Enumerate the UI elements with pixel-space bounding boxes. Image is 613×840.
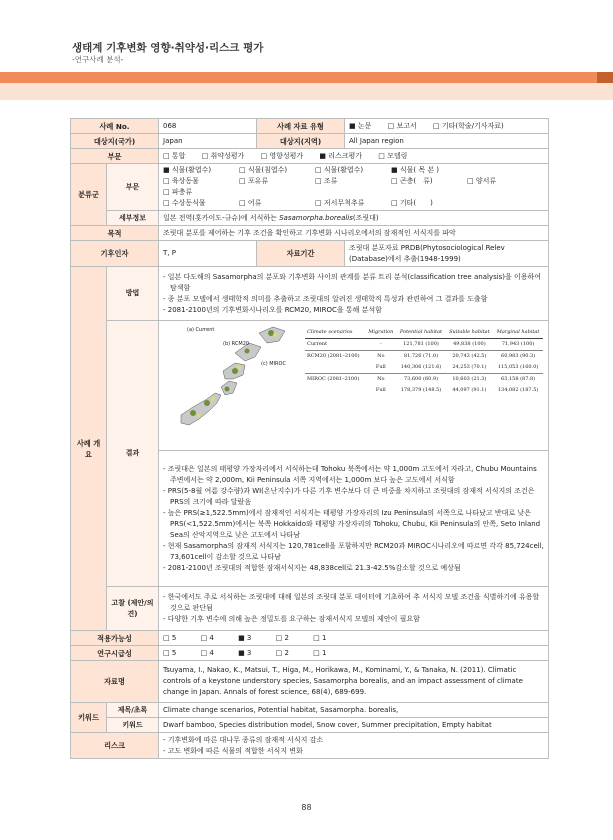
risk-item: - 기후변화에 따른 대나무 종류의 잠재적 서식지 감소 [163,735,324,744]
result-item: - 현재 Sasamorpha의 잠재적 서식지는 120,781cell을 포함하지만 RCM20과 MIROC시나리오에 따르면 각각 85,724cell, 73,601cell이 감소할 것으로 나타남 [163,541,544,561]
cls-option: □ 어류 [239,199,262,207]
habitat-cell: 81,726 (71.0) [396,350,445,362]
page-header [0,0,613,100]
urgency-option: □ 1 [313,648,327,657]
cls-option: □ 저서무척추류 [315,199,365,207]
result-item: - 높은 PRS(≥1,522.5mm)에서 잠재적인 서식지는 태평양 가장자리의 Izu Peninsula의 서쪽으로 나타났고 반대로 낮은 PRS(<1,522.5mm)에서는 북쪽 Hokkaido와 태평양 가장자리의 Tohoku, Chubu, Kii Peninsula의 안쪽, Seto Inland Sea의 산악지역으로 낮은 고도에서 나타남 [163,508,541,539]
header-band [0,83,613,100]
cls-option: □ 양서류 [467,177,497,185]
classification-options [159,164,549,211]
applicability-option: □ 5 [163,633,177,642]
risk-value [159,733,549,759]
country-label: 대상지(국가) [71,134,159,149]
habitat-table-header: Climate scenarios [305,327,365,339]
cls-option: ■ 식물( 목 본 ) [391,166,440,174]
cls-option: □ 육상동물 [163,177,199,185]
cls-option: □ 파충류 [163,188,193,196]
page-number: 88 [301,803,312,812]
habitat-table-header: Migration [365,327,396,339]
habitat-table-header: Suitable habitat [446,327,494,339]
result-figure [159,321,549,451]
part-option: □ 통합 [163,151,186,160]
urgency-option: □ 4 [200,648,214,657]
implication-item: - 다양한 기후 변수에 의해 높은 정밀도를 요구하는 잠재서식지 모델의 제안이 필요함 [163,615,420,623]
applicability-option: □ 4 [200,633,214,642]
result-item: - 조릿대은 일본의 태평양 가장자리에서 서식하는데 Tohoku 북쪽에서는 약 1,000m 고도에서 자라고, Chubu Mountains 주변에서는 약 2,000m, Kii Peninsula 서쪽 지역에서는 1,000m 보다 높은 고도에서 서식함 [163,464,537,484]
applicability-option: ■ 3 [238,633,252,642]
habitat-cell: 20,743 (42.5) [446,350,494,362]
cls-option: □ 식물(침엽수) [239,166,288,174]
implication-label: 고찰 (제안/의견) [107,587,159,631]
period-value: 조릿대 분포자료 PRDB(Phytosociological Relev (Database)에서 추출(1948-1999) [345,241,549,267]
part-option: □ 취약성평가 [201,151,245,160]
habitat-cell: 10,603 (21.3) [446,373,494,385]
purpose-value: 조릿대 분포를 제어하는 기후 조건을 확인하고 기후변화 시나리오에서의 잠재적인 서식지를 파악 [159,226,549,241]
habitat-cell: No [365,373,396,385]
header-title: 생태계 기후변화 영향·취약성·리스크 평가 [72,42,264,54]
case-no-value: 068 [159,119,257,134]
cls-option: ■ 식물(활엽수) [163,166,212,174]
region-value: All Japan region [345,134,549,149]
method-label: 방법 [107,267,159,321]
habitat-cell: No [365,350,396,362]
method-item: - 종 분포 모델에서 생태학적 의미를 추출하고 조릿대의 알려진 생태학적 특성과 관련하여 그 결과를 도출함 [163,294,488,303]
climate-factor-value: T, P [159,241,257,267]
result-item: - 2081-2100년 조릿대의 적합한 잠재서식지는 48,838cell로 21.3-42.5%감소할 것으로 예상됨 [163,563,461,572]
urgency-option: ■ 3 [238,648,252,657]
cls-option: □ 기타( ) [391,199,433,207]
detail-species: Sasamorpha.borealis [279,213,353,222]
method-value [159,267,549,321]
detail-value [159,211,549,226]
habitat-cell: Full [375,386,386,393]
map-label-rcm20: (b) RCM20 [223,340,250,347]
habitat-table-header: Marginal habitat [493,327,543,339]
applicability-label: 적용가능성 [71,631,159,646]
cls-option: □ 수상동식물 [163,199,206,207]
kw-keyword-value: Dwarf bamboo, Species distribution model, Snow cover, Summer precipitation, Empty habitat [159,718,549,733]
keyword-label: 키워드 [71,703,107,733]
detail-label: 세부정보 [107,211,159,226]
urgency-options [159,646,549,661]
habitat-cell: Current [307,340,328,347]
part-option: □ 영향성평가 [260,151,304,160]
region-label: 대상지(지역) [257,134,345,149]
habitat-cell: 140,306 (121.6) [400,363,442,370]
result-value [159,451,549,587]
habitat-cell: 49,838 (100) [453,340,486,347]
kw-title-label: 제목/초록 [107,703,159,718]
map-label-miroc: (c) MIROC [261,360,286,367]
implication-value [159,587,549,631]
result-label: 결과 [107,321,159,587]
habitat-cell: 178,379 (148.5) [400,386,442,393]
habitat-cell: 71,943 (100) [501,340,535,347]
implication-item: - 한국에서도 주로 서식하는 조릿대에 대해 일본의 조릿대 분포 데이터에 기초하여 추 서식지 모델 조건을 식별하기에 유용할 것으로 판단됨 [163,593,540,612]
habitat-cell: 115,053 (160.0) [497,363,539,370]
source-type-option: ■ 논문 [349,121,372,130]
part-option: ■ 리스크평가 [319,151,363,160]
part-options [159,149,549,164]
source-type-option: □ 기타(학술/기사자료) [432,121,504,130]
source-type-label: 사례 자료 유형 [257,119,345,134]
period-label: 자료기간 [257,241,345,267]
method-item: - 일본 다도해의 Sasamorpha의 분포와 기후변화 사이의 관계를 분류 트리 분석(classification tree analysis)을 이용하여 탐색함 [163,272,542,292]
method-item: - 2081-2100년의 기후변화시나리오를 RCM20, MIROC을 통해 분석함 [163,305,382,314]
reference-value: Tsuyama, I., Nakao, K., Matsui, T., Higa, M., Horikawa, M., Kominami, Y., & Tanaka, N. (2011). Climatic controls of a keystone understory species, Sasamorpha borealis, and an impact assessment of climate change in Japan. Annals of forest science, 68(4), 689-699. [159,661,549,703]
part-label: 부문 [71,149,159,164]
kw-title-value: Climate change scenarios, Potential habitat, Sasamorpha. borealis, [159,703,549,718]
habitat-cell [305,385,365,396]
climate-factor-label: 기후인자 [71,241,159,267]
habitat-cell: RCM20 (2081–2100) [305,350,365,362]
urgency-option: □ 5 [163,648,177,657]
detail-suffix: (조릿대) [352,213,379,222]
habitat-table-header: Potential habitat [396,327,445,339]
habitat-cell: 121,781 (100) [403,340,439,347]
country-value: Japan [159,134,257,149]
habitat-cell: 44,097 (91.1) [452,386,487,393]
cls-option: □ 조류 [315,177,338,185]
habitat-cell: 73,600 (60.9) [396,373,445,385]
classification-label: 분류군 [71,164,107,226]
japan-habitat-map [163,323,298,449]
map-label-current: (a) Current [187,326,215,333]
habitat-cell: Full [375,363,386,370]
habitat-table [305,327,543,396]
reference-label: 자료명 [71,661,159,703]
purpose-label: 목적 [71,226,159,241]
applicability-options [159,631,549,646]
applicability-option: □ 1 [313,633,327,642]
habitat-cell: 63,158 (87.8) [493,373,543,385]
risk-label: 리스크 [71,733,159,759]
urgency-option: □ 2 [275,648,289,657]
habitat-cell [305,362,365,374]
detail-prefix: 일본 전역(홋카이도-규슈)에 서식하는 [163,213,280,222]
applicability-option: □ 2 [275,633,289,642]
source-type-options [345,119,549,134]
kw-keyword-label: 키워드 [107,718,159,733]
part-option: □ 모델링 [378,151,408,160]
habitat-cell: 24,253 (70.1) [452,363,487,370]
cls-option: □ 식물(활엽수) [315,166,364,174]
header-accent-bar [0,72,613,83]
risk-item: - 고도 변화에 따른 식물의 적합한 서식지 변화 [163,746,303,755]
habitat-cell: 60,983 (90.3) [493,350,543,362]
header-subtitle: -연구사례 분석- [72,55,124,64]
habitat-cell: 134,082 (187.5) [497,386,539,393]
cls-part-label: 부문 [107,164,159,211]
case-summary-label: 사례 개요 [71,267,107,631]
urgency-label: 연구시급성 [71,646,159,661]
source-type-option: □ 보고서 [387,121,417,130]
cls-option: □ 포유류 [239,177,269,185]
habitat-cell: - [379,340,382,347]
case-table [70,118,549,759]
case-no-label: 사례 No. [71,119,159,134]
habitat-cell: MIROC (2081–2100) [305,373,365,385]
cls-option: □ 곤충( 류) [391,177,433,185]
result-item: - PRS(5-8월 여름 강수량)과 WI(온난지수)가 다른 기후 변수보다 더 큰 비중을 차지하고 조릿대의 잠재적 서식지의 조건은 PRS의 크기에 따라 달랐음 [163,486,535,506]
